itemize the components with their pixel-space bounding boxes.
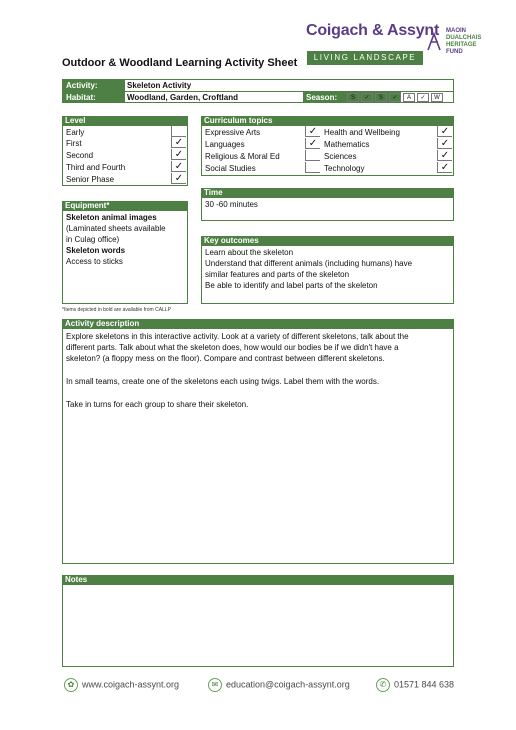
phone-number: 01571 844 638 xyxy=(394,679,455,690)
equipment-item: Skeleton animal images xyxy=(66,213,157,222)
hlf-line-2: DUALCHAIS xyxy=(446,35,482,41)
curriculum-check: ✓ xyxy=(437,150,452,161)
curriculum-header: Curriculum topics xyxy=(201,116,454,126)
level-check xyxy=(171,126,186,137)
website-link[interactable]: www.coigach-assynt.org xyxy=(82,679,180,690)
description-text: Explore skeletons in this interactive activity. Look at a variety of different skeletons, talk about the xyxy=(66,332,409,341)
season-cell xyxy=(389,93,401,102)
description-text: skeleton? (a floppy mess on the floor). Compare and contrast between different skeletons. xyxy=(66,354,385,363)
description-text: Take in turns for each group to share their skeleton. xyxy=(66,400,249,409)
footer-email[interactable] xyxy=(208,678,350,692)
level-item: Senior Phase xyxy=(66,175,115,184)
equipment-note: *Items depicted in bold are available from CALLP xyxy=(62,307,171,313)
notes-header: Notes xyxy=(62,575,454,585)
hlf-line-1: MAOIN xyxy=(446,28,466,34)
footer-website[interactable] xyxy=(64,678,179,692)
curriculum-check: ✓ xyxy=(305,126,320,137)
activity-table xyxy=(62,79,454,103)
level-section xyxy=(62,116,188,187)
email-icon: ✉ xyxy=(208,678,222,692)
description-text: In small teams, create one of the skeletons each using twigs. Label them with the words. xyxy=(66,377,380,386)
description-section xyxy=(62,319,454,565)
habitat-label: Habitat: xyxy=(63,92,125,103)
email-link[interactable]: education@coigach-assynt.org xyxy=(226,679,350,690)
notes-area[interactable] xyxy=(62,585,454,667)
curriculum-check xyxy=(305,162,320,173)
curriculum-item: Religious & Moral Ed xyxy=(205,152,280,161)
level-item: Second xyxy=(66,151,94,160)
curriculum-item: Social Studies xyxy=(205,164,256,173)
season-cell-text: W xyxy=(434,95,440,101)
season-cell xyxy=(403,93,415,102)
equipment-section xyxy=(62,201,188,305)
equipment-header: Equipment* xyxy=(62,201,188,211)
outcome-item: similar features and parts of the skeleton xyxy=(205,270,350,279)
curriculum-check xyxy=(305,150,320,161)
logo-tagline: LIVING LANDSCAPE xyxy=(307,51,423,65)
curriculum-item: Health and Wellbeing xyxy=(324,128,400,137)
time-section xyxy=(201,188,454,222)
equipment-item: Access to sticks xyxy=(66,257,123,266)
season-cell xyxy=(431,93,443,102)
equipment-item: in Culag office) xyxy=(66,235,120,244)
season-cell xyxy=(375,93,387,102)
level-header: Level xyxy=(62,116,188,126)
heritage-fund-icon xyxy=(426,30,444,52)
curriculum-item: Sciences xyxy=(324,152,357,161)
season-check: ✓ xyxy=(420,95,426,101)
description-header: Activity description xyxy=(62,319,454,329)
time-value: 30 -60 minutes xyxy=(205,200,258,209)
curriculum-item: Languages xyxy=(205,140,245,149)
equipment-item: (Laminated sheets available xyxy=(66,224,166,233)
curriculum-item: Expressive Arts xyxy=(205,128,261,137)
season-cell-text: A xyxy=(406,95,411,101)
season-cell xyxy=(347,93,359,102)
notes-section xyxy=(62,575,454,668)
outcome-item: Be able to identify and label parts of the skeleton xyxy=(205,281,378,290)
hlf-line-4: FUND xyxy=(446,49,463,55)
season-cell-text: S xyxy=(378,95,383,101)
equipment-item: Skeleton words xyxy=(66,246,126,255)
level-item: First xyxy=(66,139,82,148)
leaf-icon: ✿ xyxy=(64,678,78,692)
description-text: different parts. Talk about what the skeleton does, how would our bodies be if we didn't have a xyxy=(66,343,399,352)
curriculum-item: Mathematics xyxy=(324,140,370,149)
time-header: Time xyxy=(201,188,454,198)
level-check: ✓ xyxy=(171,149,186,160)
level-check: ✓ xyxy=(171,173,186,184)
level-item: Third and Fourth xyxy=(66,163,126,172)
outcomes-header: Key outcomes xyxy=(201,236,454,246)
curriculum-section xyxy=(201,116,454,177)
outcome-item: Learn about the skeleton xyxy=(205,248,294,257)
logo-name: Coigach & Assynt xyxy=(306,22,440,39)
season-check: ✓ xyxy=(392,95,398,101)
season-label: Season: xyxy=(303,92,401,103)
curriculum-check: ✓ xyxy=(437,138,452,149)
heritage-fund-logo xyxy=(426,26,486,66)
season-check: ✓ xyxy=(364,95,370,101)
level-check: ✓ xyxy=(171,161,186,172)
season-cell xyxy=(417,93,429,102)
season-cell-text: S xyxy=(350,95,355,101)
hlf-line-3: HERITAGE xyxy=(446,42,477,48)
activity-label: Activity: xyxy=(63,80,125,91)
outcomes-section xyxy=(201,236,454,305)
level-check: ✓ xyxy=(171,137,186,148)
curriculum-check: ✓ xyxy=(437,126,452,137)
curriculum-check: ✓ xyxy=(437,162,452,173)
activity-value: Skeleton Activity xyxy=(127,81,192,90)
season-cell xyxy=(361,93,373,102)
phone-icon: ✆ xyxy=(376,678,390,692)
level-item: Early xyxy=(66,128,85,137)
outcome-item: Understand that different animals (including humans) have xyxy=(205,259,413,268)
page-title: Outdoor & Woodland Learning Activity Sheet xyxy=(62,57,298,69)
footer-phone xyxy=(376,678,454,692)
curriculum-check: ✓ xyxy=(305,138,320,149)
habitat-value: Woodland, Garden, Croftland xyxy=(127,93,238,102)
curriculum-item: Technology xyxy=(324,164,365,173)
